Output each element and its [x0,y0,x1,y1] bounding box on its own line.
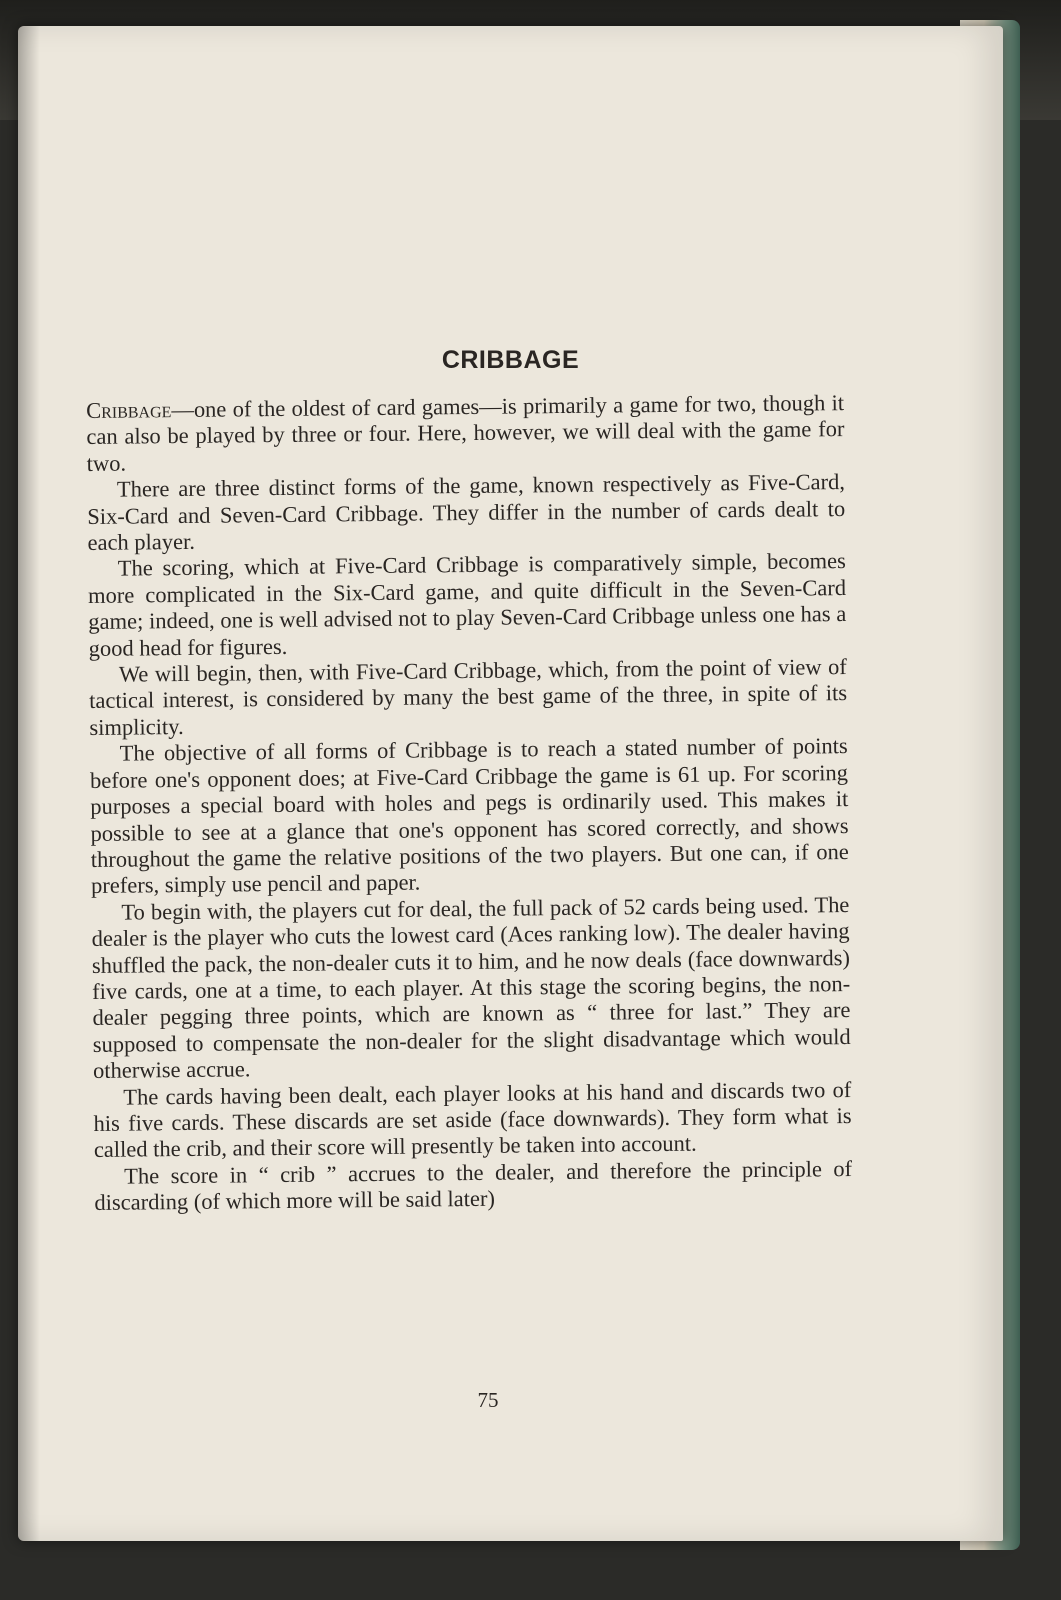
paragraph-7: The cards having been dealt, each player looks at his hand and discards two of his five cards. These discards are set aside (face downwards). They form what is called the crib, and their score will presently be taken into account. [93,1076,852,1163]
body-text [86,390,853,1216]
paragraph-8: The score in “ crib ” accrues to the dealer, and therefore the principle of discarding (of which more will be said later) [94,1155,853,1216]
page-number: 75 [477,1388,499,1412]
page-gutter-shadow [18,26,40,1541]
paragraph-4: We will begin, then, with Five-Card Cribbage, which, from the point of view of tactical interest, is considered by many the best game of the three, in spite of its simplicity. [89,654,848,740]
paragraph-3: The scoring, which at Five-Card Cribbage is comparatively simple, becomes more complicated in the Six-Card game, and quite difficult in the Seven-Card game; indeed, one is well advised not to play Seven-Card Cribbage unless one has a good head for figures. [87,548,847,661]
paragraph-6: To begin with, the players cut for deal, the full pack of 52 cards being used. The dealer is the player who cuts the lowest card (Aces ranking low). The dealer having shuffled the pack, the non-dealer cuts it to him, and he now deals (face downwards) five cards, one at a time, to each player. At this stage the scoring begins, the non-dealer pegging three points, which are known as “ three for last.” They are supposed to compensate the non-dealer for the slight disadvantage which would otherwise accrue. [91,891,851,1084]
paragraph-5: The objective of all forms of Cribbage is to reach a stated number of points before one's opponent does; at Five-Card Cribbage the game is 61 up. For scoring purposes a special board with holes and pegs is ordinarily used. This makes it possible to see at a glance that one's opponent has scored correctly, and shows throughout the game the relative positions of the two players. But one can, if one prefers, simply use pencil and paper. [89,733,849,899]
book-page [18,26,1003,1541]
paragraph-2: There are three distinct forms of the game, known respectively as Five-Card, Six-Card and Seven-Card Cribbage. They differ in the number of cards dealt to each player. [87,469,846,556]
page-title: CRIBBAGE [441,346,580,374]
paragraph-1 [86,390,845,477]
paragraph-lead-word: Cribbage [86,397,172,423]
paragraph-text: —one of the oldest of card games—is primarily a game for two, though it can also be played by three or four. Here, however, we will deal with the game for two. [86,390,845,476]
